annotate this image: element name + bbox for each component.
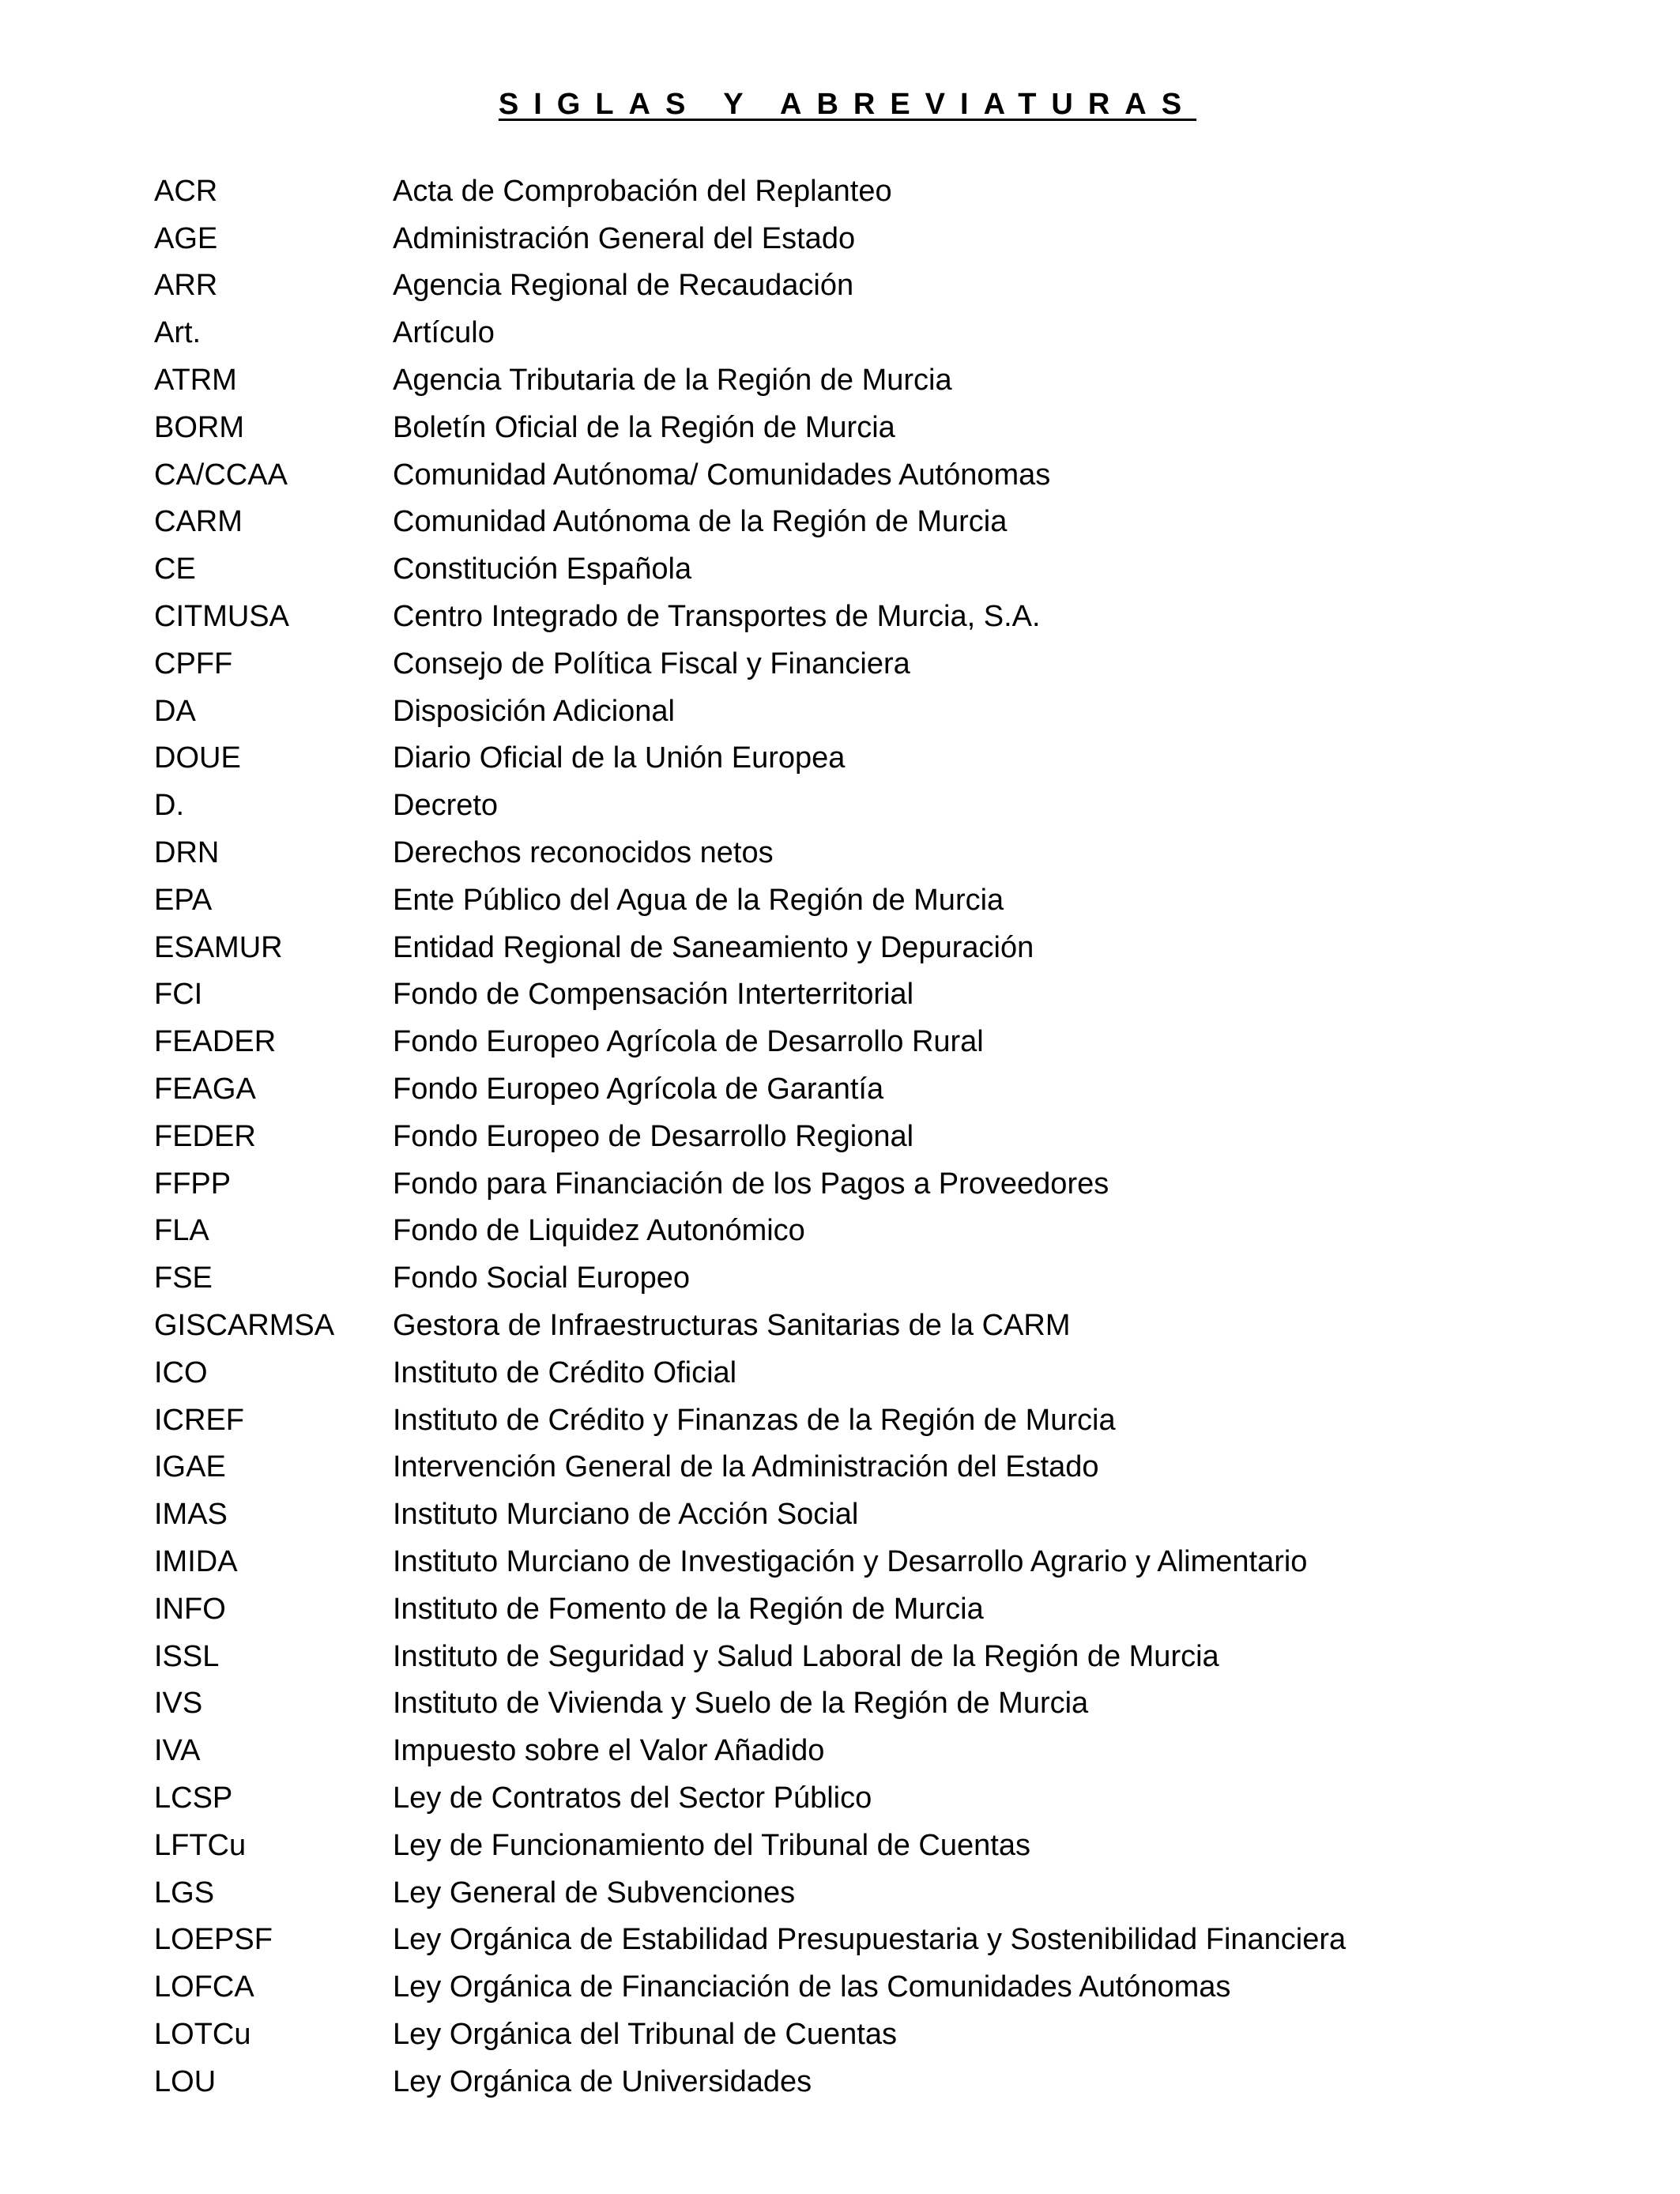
abbreviation-row <box>154 1538 1576 1585</box>
abbreviation-definition: Ley Orgánica de Universidades <box>393 2064 812 2098</box>
abbreviation-definition: Centro Integrado de Transportes de Murcia, S.A. <box>393 600 1041 634</box>
abbreviation-row <box>154 2058 1576 2105</box>
abbreviation-definition: Ley de Contratos del Sector Público <box>393 1781 872 1815</box>
abbreviation-term: IGAE <box>154 1450 226 1484</box>
abbreviation-definition: Instituto de Crédito Oficial <box>393 1355 737 1389</box>
abbreviation-definition: Instituto de Crédito y Finanzas de la Región de Murcia <box>393 1403 1116 1437</box>
abbreviation-term: FEAGA <box>154 1072 256 1106</box>
abbreviation-row <box>154 1491 1576 1538</box>
abbreviation-row <box>154 1208 1576 1255</box>
abbreviation-term: FLA <box>154 1214 209 1248</box>
abbreviation-term: BORM <box>154 410 244 444</box>
abbreviation-term: AGE <box>154 221 218 255</box>
abbreviation-definition: Decreto <box>393 789 499 823</box>
abbreviation-definition: Fondo Europeo de Desarrollo Regional <box>393 1119 914 1153</box>
abbreviation-definition: Constitución Española <box>393 552 692 586</box>
abbreviation-definition: Comunidad Autónoma de la Región de Murcia <box>393 505 1008 539</box>
abbreviation-term: LFTCu <box>154 1828 247 1862</box>
abbreviation-definition: Instituto de Seguridad y Salud Laboral de la Región de Murcia <box>393 1639 1219 1673</box>
abbreviation-term: ICO <box>154 1355 208 1389</box>
abbreviation-row <box>154 1869 1576 1917</box>
abbreviation-term: FFPP <box>154 1167 232 1201</box>
abbreviation-definition: Ley Orgánica de Financiación de las Comunidades Autónomas <box>393 1970 1231 2004</box>
abbreviation-term: LGS <box>154 1875 215 1909</box>
abbreviation-definition: Impuesto sobre el Valor Añadido <box>393 1734 825 1768</box>
abbreviation-definition: Ley General de Subvenciones <box>393 1875 796 1909</box>
abbreviation-term: EPA <box>154 883 213 917</box>
abbreviation-term: DOUE <box>154 741 241 775</box>
abbreviation-definition: Instituto Murciano de Acción Social <box>393 1498 859 1532</box>
abbreviation-row <box>154 1774 1576 1822</box>
abbreviation-definition: Artículo <box>393 316 495 350</box>
abbreviation-row <box>154 1916 1576 1963</box>
abbreviation-row <box>154 2011 1576 2058</box>
abbreviation-definition: Agencia Regional de Recaudación <box>393 269 854 303</box>
abbreviation-row <box>154 1680 1576 1728</box>
abbreviation-row <box>154 876 1576 924</box>
abbreviation-term: LOEPSF <box>154 1923 273 1957</box>
abbreviation-term: ARR <box>154 269 218 303</box>
abbreviation-row <box>154 1633 1576 1680</box>
abbreviation-definition: Administración General del Estado <box>393 221 856 255</box>
abbreviation-definition: Acta de Comprobación del Replanteo <box>393 174 892 208</box>
abbreviation-definition: Instituto Murciano de Investigación y Desarrollo Agrario y Alimentario <box>393 1545 1308 1578</box>
abbreviation-definition: Comunidad Autónoma/ Comunidades Autónomas <box>393 458 1051 492</box>
abbreviation-row <box>154 688 1576 735</box>
abbreviation-row <box>154 356 1576 404</box>
abbreviation-row <box>154 1822 1576 1869</box>
abbreviation-term: LOFCA <box>154 1970 254 2004</box>
abbreviation-row <box>154 451 1576 499</box>
page-title-text: SIGLAS Y ABREVIATURAS <box>498 88 1197 121</box>
abbreviation-term: ICREF <box>154 1403 244 1437</box>
abbreviation-term: CITMUSA <box>154 600 289 634</box>
abbreviation-row <box>154 499 1576 546</box>
abbreviation-row <box>154 262 1576 310</box>
abbreviation-row <box>154 168 1576 215</box>
abbreviation-definition: Fondo Europeo Agrícola de Garantía <box>393 1072 884 1106</box>
abbreviation-definition: Consejo de Política Fiscal y Financiera <box>393 647 910 680</box>
abbreviation-row <box>154 829 1576 876</box>
abbreviation-definition: Fondo de Compensación Interterritorial <box>393 978 914 1012</box>
abbreviation-term: IMAS <box>154 1498 228 1532</box>
abbreviation-definition: Diario Oficial de la Unión Europea <box>393 741 846 775</box>
abbreviation-term: D. <box>154 789 184 823</box>
abbreviation-definition: Fondo de Liquidez Autonómico <box>393 1214 805 1248</box>
abbreviation-term: LCSP <box>154 1781 233 1815</box>
abbreviation-term: IVA <box>154 1734 201 1768</box>
abbreviation-definition: Instituto de Vivienda y Suelo de la Región de Murcia <box>393 1687 1089 1721</box>
abbreviation-definition: Ley Orgánica del Tribunal de Cuentas <box>393 2017 897 2051</box>
abbreviation-term: ATRM <box>154 364 237 398</box>
abbreviation-definition: Intervención General de la Administración del Estado <box>393 1450 1099 1484</box>
abbreviation-term: FEADER <box>154 1025 277 1059</box>
abbreviation-definition: Fondo para Financiación de los Pagos a Proveedores <box>393 1167 1109 1201</box>
abbreviation-definition: Derechos reconocidos netos <box>393 836 774 870</box>
abbreviation-term: ACR <box>154 174 218 208</box>
abbreviation-row <box>154 309 1576 356</box>
abbreviation-term: GISCARMSA <box>154 1309 335 1343</box>
abbreviation-row <box>154 924 1576 971</box>
abbreviation-term: ISSL <box>154 1639 220 1673</box>
abbreviation-row <box>154 1397 1576 1444</box>
abbreviation-term: DA <box>154 694 196 728</box>
abbreviation-definition: Agencia Tributaria de la Región de Murcia <box>393 364 952 398</box>
abbreviation-term: FCI <box>154 978 203 1012</box>
abbreviation-definition: Ley de Funcionamiento del Tribunal de Cuentas <box>393 1828 1030 1862</box>
abbreviation-definition: Entidad Regional de Saneamiento y Depuración <box>393 930 1034 964</box>
page-title <box>0 85 1680 123</box>
abbreviation-row <box>154 1585 1576 1633</box>
abbreviation-row <box>154 545 1576 593</box>
abbreviation-list <box>154 168 1576 2105</box>
abbreviation-row <box>154 1444 1576 1491</box>
abbreviation-definition: Gestora de Infraestructuras Sanitarias de la CARM <box>393 1309 1071 1343</box>
abbreviation-row <box>154 735 1576 782</box>
abbreviation-term: ESAMUR <box>154 930 283 964</box>
abbreviation-row <box>154 1113 1576 1160</box>
abbreviation-row <box>154 1065 1576 1113</box>
abbreviation-row <box>154 215 1576 262</box>
abbreviation-row <box>154 1727 1576 1774</box>
abbreviation-row <box>154 1349 1576 1397</box>
abbreviation-row <box>154 1160 1576 1208</box>
abbreviation-row <box>154 640 1576 688</box>
abbreviation-term: IVS <box>154 1687 203 1721</box>
abbreviation-term: CE <box>154 552 196 586</box>
abbreviation-term: LOTCu <box>154 2017 251 2051</box>
abbreviation-definition: Fondo Europeo Agrícola de Desarrollo Rural <box>393 1025 984 1059</box>
abbreviation-term: CARM <box>154 505 243 539</box>
abbreviation-definition: Ente Público del Agua de la Región de Murcia <box>393 883 1004 917</box>
abbreviation-term: CA/CCAA <box>154 458 288 492</box>
abbreviation-term: CPFF <box>154 647 233 680</box>
abbreviation-row <box>154 1018 1576 1065</box>
abbreviation-row <box>154 1302 1576 1349</box>
abbreviation-row <box>154 1254 1576 1302</box>
abbreviation-term: FEDER <box>154 1119 256 1153</box>
abbreviation-term: LOU <box>154 2064 217 2098</box>
abbreviation-row <box>154 782 1576 829</box>
abbreviation-definition: Instituto de Fomento de la Región de Murcia <box>393 1592 984 1626</box>
abbreviation-definition: Ley Orgánica de Estabilidad Presupuestaria y Sostenibilidad Financiera <box>393 1923 1347 1957</box>
abbreviation-row <box>154 971 1576 1019</box>
abbreviation-row <box>154 404 1576 451</box>
abbreviation-term: INFO <box>154 1592 226 1626</box>
abbreviation-definition: Boletín Oficial de la Región de Murcia <box>393 410 895 444</box>
abbreviation-definition: Fondo Social Europeo <box>393 1261 691 1295</box>
abbreviation-term: DRN <box>154 836 220 870</box>
abbreviation-row <box>154 593 1576 640</box>
abbreviation-term: IMIDA <box>154 1545 238 1578</box>
abbreviation-definition: Disposición Adicional <box>393 694 675 728</box>
abbreviation-term: FSE <box>154 1261 213 1295</box>
abbreviation-term: Art. <box>154 316 202 350</box>
abbreviation-row <box>154 1963 1576 2011</box>
